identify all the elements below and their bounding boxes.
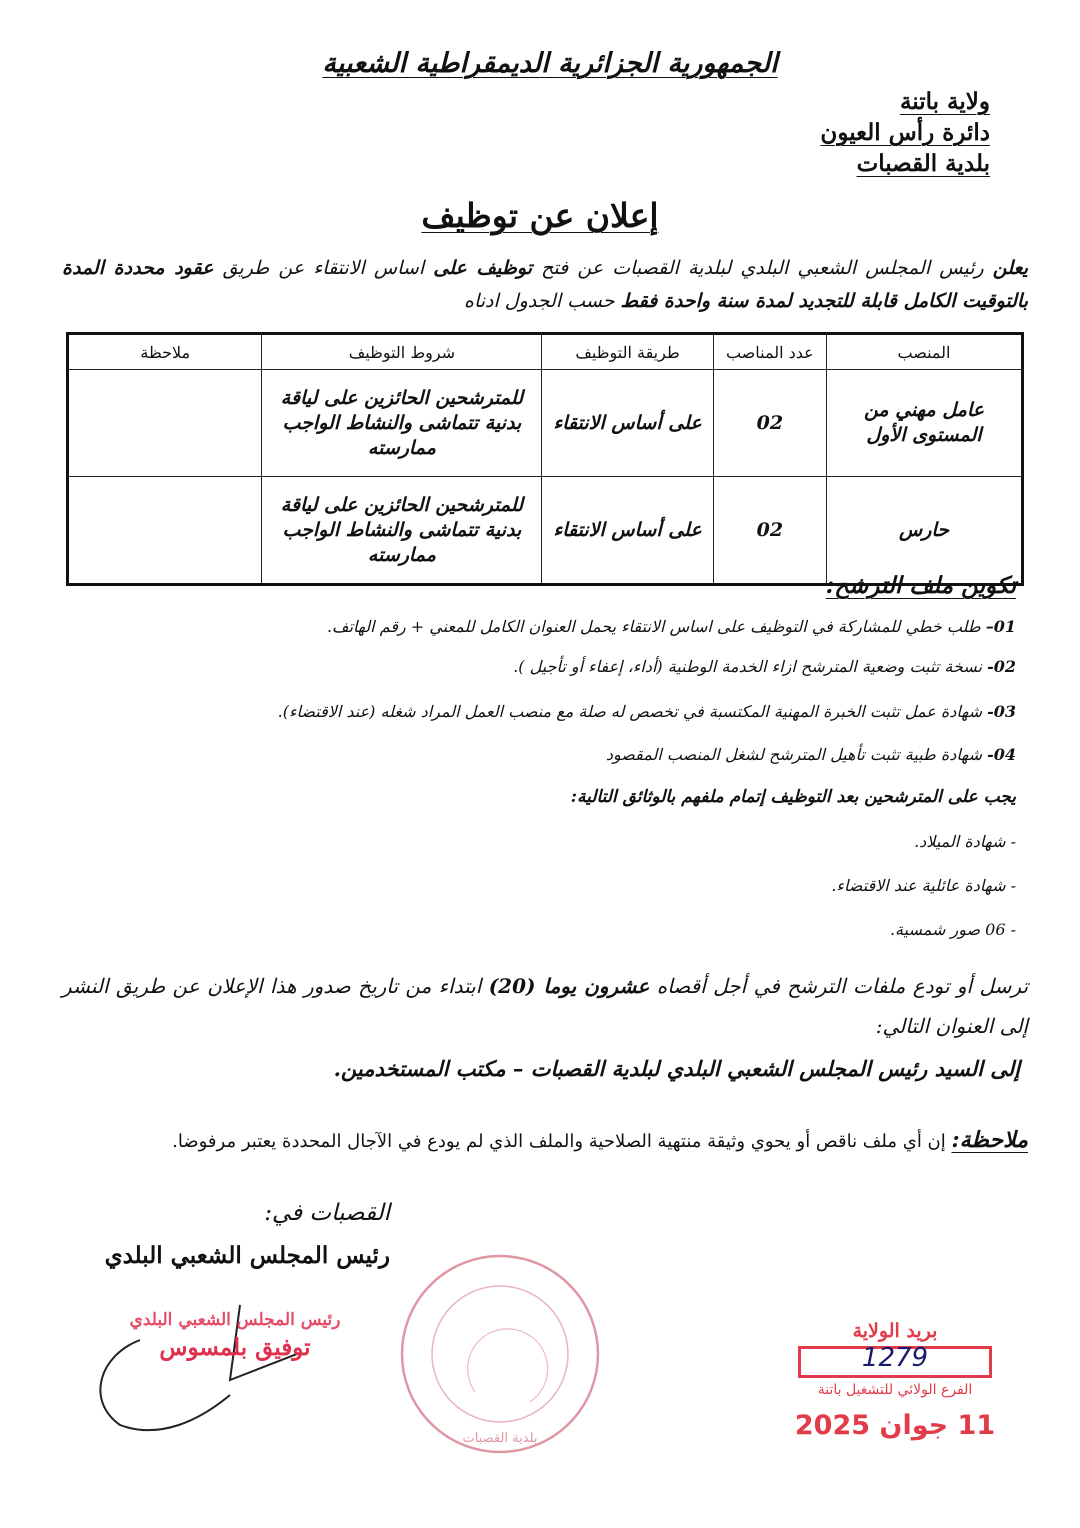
- file-item: [606, 745, 1016, 764]
- header-note: ملاحظة: [68, 334, 262, 370]
- page-title: إعلان عن توظيف: [421, 196, 659, 235]
- item-text: نسخة تثبت وضعية المترشح ازاء الخدمة الوطنية (أداء، إعفاء أو تأجيل ).: [513, 657, 982, 676]
- submission-text-1: ترسل أو تودع ملفات الترشح في أجل أقصاه: [656, 974, 1029, 998]
- item-text: شهادة عمل تثبت الخبرة المهنية المكتسبة في تخصص له صلة مع منصب العمل المراد شغله (عند الاقتضاء).: [277, 702, 982, 721]
- stamp-number: 1279: [861, 1343, 929, 1373]
- submission-paragraph: [62, 966, 1028, 1046]
- file-heading: تكوين ملف الترشح:: [825, 572, 1016, 599]
- header-method: طريقة التوظيف: [542, 334, 713, 370]
- header-count: عدد المناصب: [713, 334, 826, 370]
- table-row: [68, 370, 1023, 477]
- municipal-seal: [395, 1252, 605, 1457]
- table-header-row: [68, 334, 1023, 370]
- mayor-stamp: [120, 1310, 350, 1361]
- item-separator: –: [985, 617, 994, 636]
- stamp-name: توفيق بلمسوس: [159, 1334, 311, 1361]
- wilaya-label: ولاية باتنة: [899, 88, 990, 115]
- item-number: 02: [993, 657, 1016, 676]
- cell-method: على أساس الانتقاء: [542, 477, 713, 585]
- signature-title: رئيس المجلس الشعبي البلدي: [104, 1242, 390, 1269]
- seal-circle-icon: [395, 1252, 605, 1457]
- cell-note: [68, 477, 262, 585]
- intro-verb: يعلن: [992, 257, 1028, 279]
- cell-conditions: للمترشحين الحائزين على لياقة بدنية تتماشى والنشاط الواجب ممارسته: [262, 477, 542, 585]
- stamp-office: بريد الولاية: [852, 1320, 938, 1342]
- intro-text-1: رئيس المجلس الشعبي البلدي لبلدية القصبات عن فتح: [541, 257, 984, 279]
- after-item: - 06 صور شمسية.: [889, 920, 1016, 939]
- daira-label: دائرة رأس العيون: [820, 119, 990, 146]
- item-separator: -: [987, 745, 994, 764]
- after-item: - شهادة عائلية عند الاقتضاء.: [831, 876, 1016, 895]
- commune-label: بلدية القصبات: [856, 150, 990, 177]
- cell-count: 02: [713, 477, 826, 585]
- submission-text-2: ابتداء من تاريخ صدور هذا الإعلان عن طريق النشر إلى العنوان التالي:: [62, 974, 1028, 1038]
- file-item: [278, 702, 1016, 721]
- after-hiring-heading: يجب على المترشحين بعد التوظيف إتمام ملفهم بالوثائق التالية:: [570, 787, 1016, 807]
- item-number: 01: [993, 617, 1016, 636]
- item-text: شهادة طبية تثبت تأهيل المترشح لشغل المنصب المقصود: [605, 745, 982, 764]
- cell-count: 02: [713, 370, 826, 477]
- note-text: إن أي ملف ناقص أو يحوي وثيقة منتهية الصلاحية والملف الذي لم يودع في الآجال المحددة يعتبر مرفوضا.: [172, 1131, 946, 1152]
- administrative-block: [820, 86, 990, 179]
- stamp-title: رئيس المجلس الشعبي البلدي: [129, 1310, 341, 1330]
- file-item: [327, 617, 1016, 636]
- stamp-branch: الفرع الولائي للتشغيل باتنة: [817, 1382, 973, 1398]
- cell-method: على أساس الانتقاء: [542, 370, 713, 477]
- cell-conditions: للمترشحين الحائزين على لياقة بدنية تتماشى والنشاط الواجب ممارسته: [262, 370, 542, 477]
- item-number: 04: [993, 745, 1016, 764]
- intro-text-3: اساس الانتقاء عن طريق: [222, 257, 425, 279]
- item-separator: -: [987, 702, 994, 721]
- cell-post: حارس: [826, 477, 1022, 585]
- item-text: طلب خطي للمشاركة في التوظيف على اساس الانتقاء يحمل العنوان الكامل للمعني + رقم الهاتف.: [326, 617, 981, 636]
- jobs-table: [66, 332, 1024, 586]
- header-post: المنصب: [826, 334, 1022, 370]
- cell-note: [68, 370, 262, 477]
- stamp-number-box: [798, 1343, 992, 1378]
- item-number: 03: [993, 702, 1016, 721]
- republic-header: الجمهورية الجزائرية الديمقراطية الشعبية: [322, 48, 778, 79]
- cell-post: عامل مهني من المستوى الأول: [826, 370, 1022, 477]
- file-item: [513, 657, 1016, 676]
- header-conditions: شروط التوظيف: [262, 334, 542, 370]
- stamp-date: 11 جوان 2025: [794, 1410, 996, 1441]
- submission-deadline: عشرون يوما (20): [488, 974, 650, 998]
- intro-paragraph: [62, 252, 1028, 318]
- registration-stamp: [770, 1320, 1020, 1441]
- intro-contract: عقود محددة المدة بالتوقيت الكامل قابلة للتجديد لمدة سنة واحدة فقط: [62, 257, 1028, 312]
- signature-place: القصبات في:: [264, 1200, 390, 1226]
- table-row: [68, 477, 1023, 585]
- note-label: ملاحظة:: [951, 1127, 1028, 1153]
- item-separator: -: [987, 657, 994, 676]
- intro-text-4: حسب الجدول ادناه: [464, 290, 615, 312]
- intro-text-2: توظيف على: [433, 257, 533, 279]
- note-paragraph: [62, 1120, 1028, 1162]
- after-item: - شهادة الميلاد.: [914, 832, 1016, 851]
- submission-address: إلى السيد رئيس المجلس الشعبي البلدي لبلدية القصبات – مكتب المستخدمين.: [333, 1056, 1020, 1081]
- seal-text: بلدية القصبات: [462, 1431, 538, 1446]
